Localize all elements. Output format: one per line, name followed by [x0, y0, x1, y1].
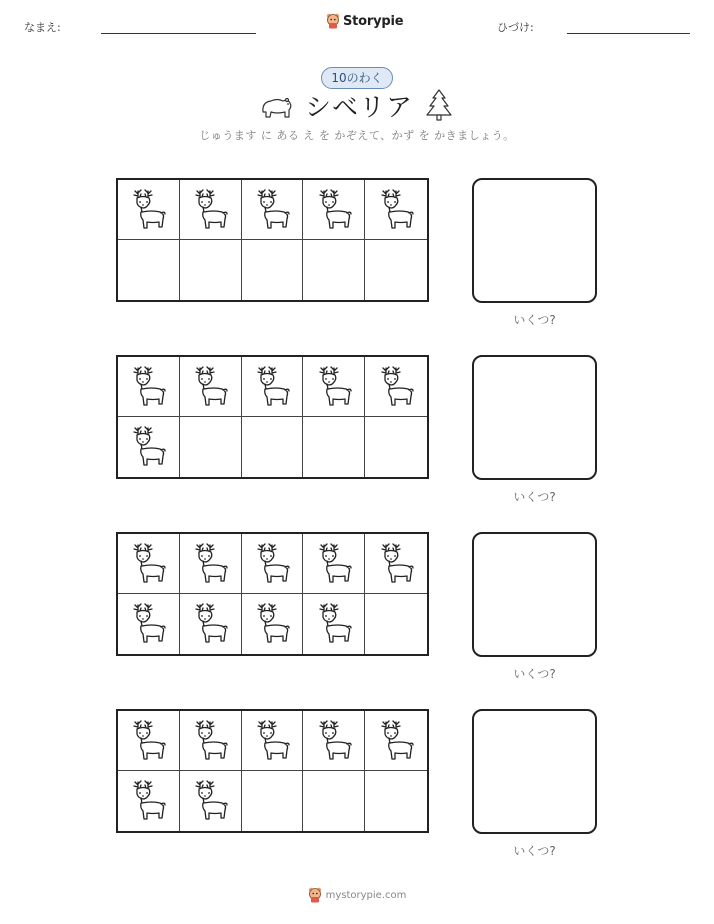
reindeer-icon: [128, 601, 168, 647]
ten-frame-cell: [365, 417, 427, 477]
ten-frame-cell: [118, 534, 180, 594]
answer-box-3[interactable]: [472, 532, 597, 657]
ten-frame-cell: [365, 711, 427, 771]
ten-frame-cell: [180, 711, 242, 771]
reindeer-icon: [252, 187, 292, 233]
ten-frame-cell: [118, 240, 180, 300]
ten-frame-cell: [242, 357, 304, 417]
name-label: なまえ:: [24, 21, 61, 34]
reindeer-icon: [314, 541, 354, 587]
ten-frame-cell: [118, 771, 180, 831]
storypie-mascot-icon: [308, 887, 322, 903]
ten-frame-cell: [242, 417, 304, 477]
pine-tree-icon: [425, 88, 453, 122]
reindeer-icon: [252, 718, 292, 764]
name-line: [101, 33, 256, 34]
ten-frame-cell: [180, 240, 242, 300]
answer-box-1[interactable]: [472, 178, 597, 303]
ten-frame-cell: [365, 534, 427, 594]
reindeer-icon: [128, 187, 168, 233]
storypie-mascot-icon: [326, 13, 340, 29]
ten-frame-cell: [180, 771, 242, 831]
ten-frame-cell: [118, 594, 180, 654]
ten-frame-cell: [242, 711, 304, 771]
ten-frame-cell: [180, 357, 242, 417]
reindeer-icon: [190, 364, 230, 410]
reindeer-icon: [314, 601, 354, 647]
topic-badge: 10のわく: [321, 67, 393, 89]
brand-name: Storypie: [343, 13, 404, 29]
brand-logo: [326, 13, 403, 29]
ten-frame-cell: [242, 594, 304, 654]
ten-frame-cell: [303, 594, 365, 654]
reindeer-icon: [190, 718, 230, 764]
question-label-1: いくつ?: [513, 313, 556, 327]
ten-frame-cell: [365, 771, 427, 831]
ten-frame-cell: [365, 594, 427, 654]
ten-frame-cell: [118, 417, 180, 477]
ten-frame-cell: [242, 771, 304, 831]
ten-frame-cell: [180, 594, 242, 654]
reindeer-icon: [128, 718, 168, 764]
reindeer-icon: [314, 718, 354, 764]
ten-frame-cell: [365, 357, 427, 417]
ten-frame-4: [116, 709, 429, 833]
reindeer-icon: [252, 364, 292, 410]
reindeer-icon: [128, 424, 168, 470]
answer-box-4[interactable]: [472, 709, 597, 834]
question-label-3: いくつ?: [513, 667, 556, 681]
ten-frame-cell: [365, 240, 427, 300]
ten-frame-cell: [118, 180, 180, 240]
ten-frame-cell: [303, 534, 365, 594]
reindeer-icon: [376, 364, 416, 410]
ten-frame-cell: [303, 357, 365, 417]
date-label: ひづけ:: [497, 21, 534, 34]
reindeer-icon: [314, 187, 354, 233]
reindeer-icon: [190, 601, 230, 647]
ten-frame-cell: [118, 711, 180, 771]
footer: [0, 887, 714, 903]
ten-frame-1: [116, 178, 429, 302]
ten-frame-3: [116, 532, 429, 656]
ten-frame-cell: [242, 180, 304, 240]
reindeer-icon: [128, 364, 168, 410]
reindeer-icon: [190, 778, 230, 824]
footer-url[interactable]: mystorypie.com: [325, 889, 407, 901]
ten-frame-2: [116, 355, 429, 479]
ten-frame-cell: [365, 180, 427, 240]
question-label-2: いくつ?: [513, 490, 556, 504]
reindeer-icon: [376, 541, 416, 587]
ten-frame-cell: [180, 180, 242, 240]
ten-frame-cell: [303, 417, 365, 477]
instructions: じゅうます に ある え を かぞえて、かず を かきましょう。: [199, 129, 515, 142]
ten-frame-cell: [242, 534, 304, 594]
reindeer-icon: [252, 541, 292, 587]
ten-frame-cell: [303, 771, 365, 831]
reindeer-icon: [314, 364, 354, 410]
date-line: [567, 33, 690, 34]
polar-bear-icon: [259, 90, 295, 120]
reindeer-icon: [128, 778, 168, 824]
reindeer-icon: [128, 541, 168, 587]
reindeer-icon: [252, 601, 292, 647]
question-label-4: いくつ?: [513, 844, 556, 858]
ten-frame-cell: [118, 357, 180, 417]
reindeer-icon: [376, 718, 416, 764]
page-title: シベリア: [305, 93, 414, 123]
ten-frame-cell: [180, 534, 242, 594]
reindeer-icon: [190, 541, 230, 587]
ten-frame-cell: [303, 180, 365, 240]
answer-box-2[interactable]: [472, 355, 597, 480]
reindeer-icon: [376, 187, 416, 233]
ten-frame-cell: [303, 240, 365, 300]
ten-frame-cell: [303, 711, 365, 771]
ten-frame-cell: [242, 240, 304, 300]
ten-frame-cell: [180, 417, 242, 477]
reindeer-icon: [190, 187, 230, 233]
